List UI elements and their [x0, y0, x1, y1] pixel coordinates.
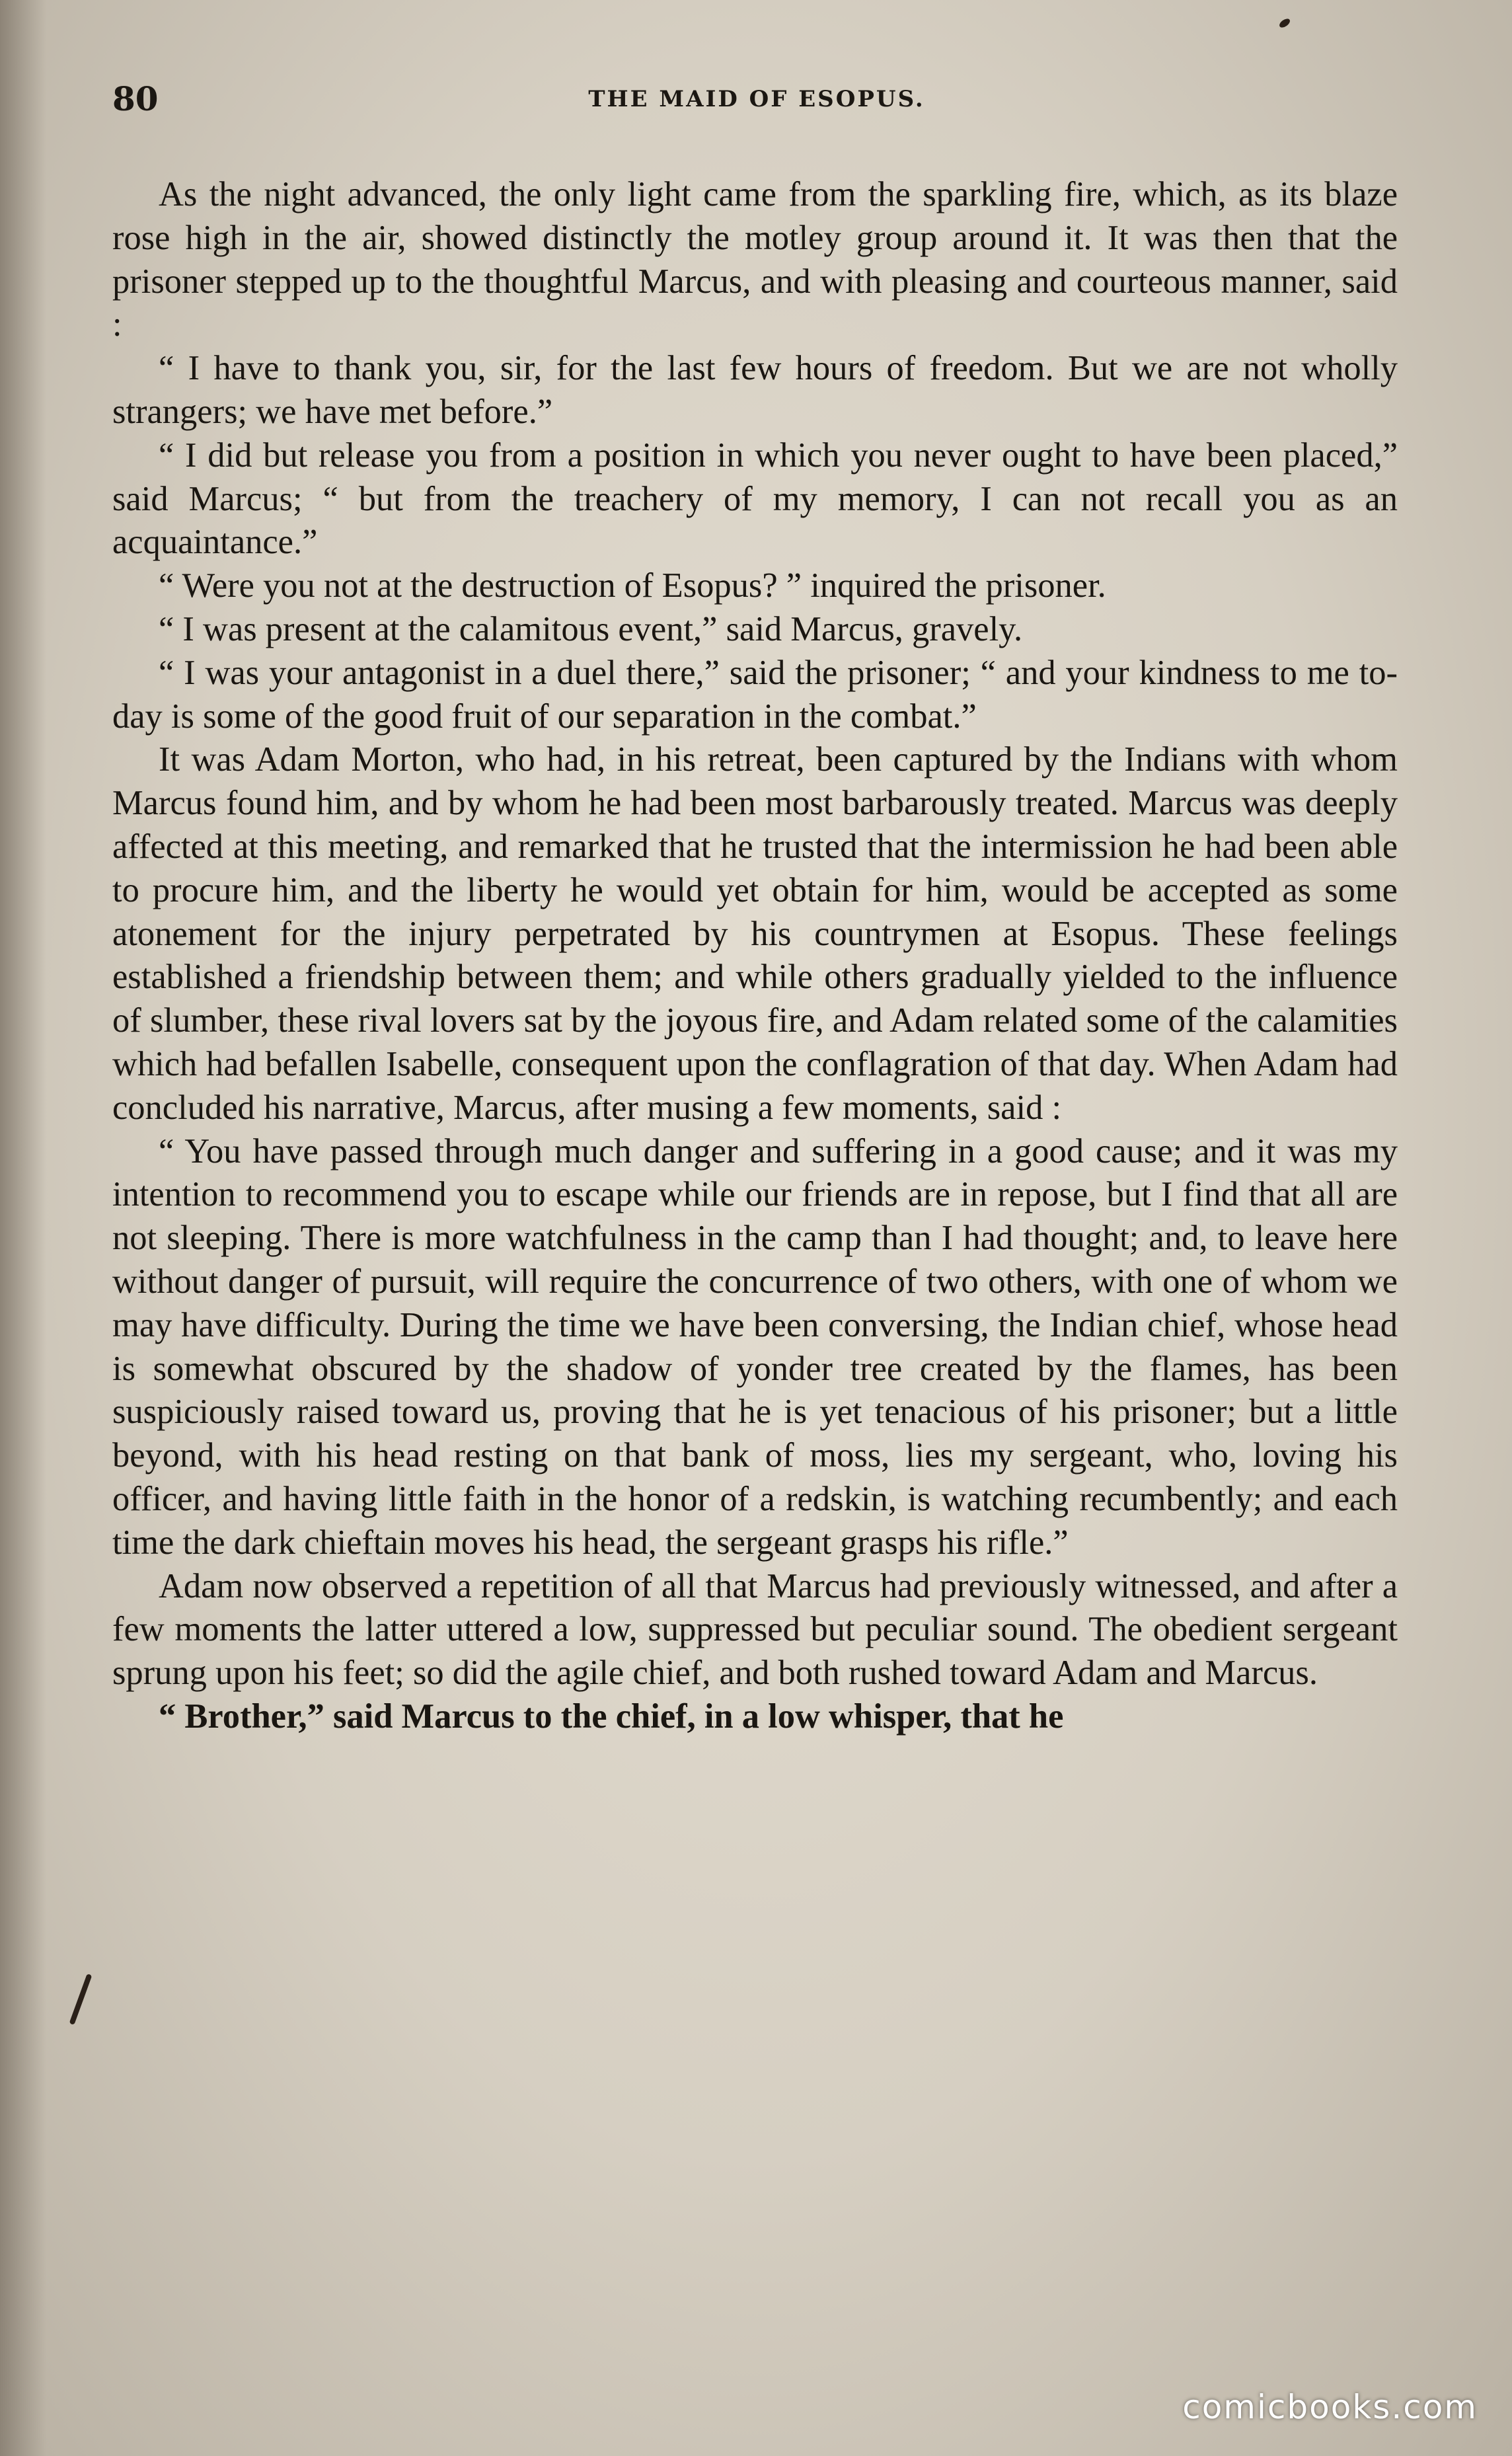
- paragraph: “ I did but release you from a position in which you never ought to have been placed,” said Marcus; “ but from the treachery of my memory, I can not recall you as an acquaintance.”: [112, 436, 1398, 562]
- paragraph: “ You have passed through much danger and suffering in a good cause; and it was my intention to recommend you to escape while our friends are in repose, but I find that all are not sleeping. There is more watchfulness in the camp than I had thought; and, to leave here without danger of pursuit, will require the concurrence of two others, with one of whom we may have difficulty. During the time we have been conversing, the Indian chief, whose head is somewhat obscured by the shadow of yonder tree created by the flames, has been suspiciously raised toward us, proving that he is yet tenacious of his prisoner; but a little beyond, with his head resting on that bank of moss, lies my sergeant, who, loving his officer, and having little faith in the honor of a redskin, is watching recumbently; and each time the dark chieftain moves his head, the sergeant grasps his rifle.”: [112, 1132, 1398, 1562]
- page-number: 80: [112, 79, 159, 118]
- paragraph-final: “ Brother,” said Marcus to the chief, in a low whisper, that he: [159, 1697, 1064, 1736]
- paragraph: “ I have to thank you, sir, for the last few hours of freedom. But we are not wholly strangers; we have met before.”: [112, 349, 1398, 431]
- running-title: THE MAID OF ESOPUS.: [588, 86, 925, 112]
- page-edge-shadow: [0, 0, 46, 2456]
- pencil-mark: [69, 1974, 93, 2025]
- watermark: comicbooks.com: [1182, 2388, 1478, 2426]
- paragraph: “ Were you not at the destruction of Esopus? ” inquired the prisoner.: [159, 566, 1106, 605]
- paragraph: “ I was present at the calamitous event,” said Marcus, gravely.: [159, 609, 1023, 648]
- body-text: [112, 173, 1398, 1739]
- paragraph: It was Adam Morton, who had, in his retreat, been captured by the Indians with whom Marcus found him, and by whom he had been most barbarously treated. Marcus was deeply affected at this meeting, and remarked that he trusted that the intermission he had been able to procure him, and the liberty he would yet obtain for him, would be accepted as some atonement for the injury perpetrated by his countrymen at Esopus. These feelings established a friendship between them; and while others gradually yielded to the influence of slumber, these rival lovers sat by the joyous fire, and Adam related some of the calamities which had befallen Isabelle, consequent upon the conflagration of that day. When Adam had concluded his narrative, Marcus, after musing a few moments, said :: [112, 740, 1398, 1127]
- paragraph: Adam now observed a repetition of all that Marcus had previously witnessed, and after a few moments the latter uttered a low, suppressed but peculiar sound. The obedient sergeant sprung upon his feet; so did the agile chief, and both rushed toward Adam and Marcus.: [112, 1566, 1398, 1693]
- paragraph: “ I was your antagonist in a duel there,” said the prisoner; “ and your kindness to me to-day is some of the good fruit of our separation in the combat.”: [112, 653, 1398, 736]
- paragraph: As the night advanced, the only light came from the sparkling fire, which, as its blaze rose high in the air, showed distinctly the motley group around it. It was then that the prisoner stepped up to the thoughtful Marcus, and with pleasing and courteous manner, said :: [112, 175, 1398, 344]
- page-header: [112, 79, 1401, 132]
- ink-speck: [1278, 17, 1291, 30]
